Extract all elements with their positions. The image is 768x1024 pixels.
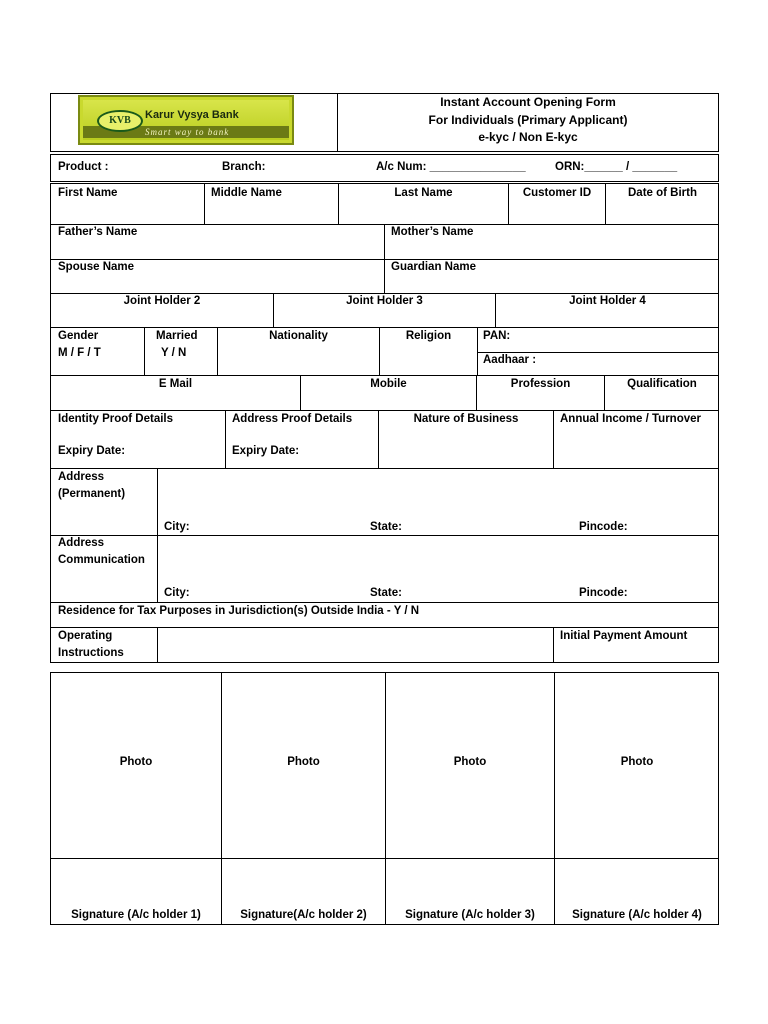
gender-field: Gender: [58, 330, 99, 342]
middle-name-field[interactable]: Middle Name: [211, 187, 282, 199]
photo-1[interactable]: Photo: [119, 756, 153, 768]
row6-bottom: [50, 410, 719, 411]
address-label-col: [157, 468, 158, 603]
nationality-field[interactable]: Nationality: [269, 330, 328, 342]
spouse-name-field[interactable]: Spouse Name: [58, 261, 135, 273]
row8-bottom: [50, 535, 719, 536]
photo-4[interactable]: Photo: [620, 756, 654, 768]
comm-city-field[interactable]: City:: [164, 587, 190, 599]
mother-name-field[interactable]: Mother’s Name: [391, 226, 474, 238]
row7-div1: [225, 410, 226, 469]
pan-aadhaar-divider: [477, 352, 719, 353]
signature-holder-4[interactable]: Signature (A/c holder 4): [572, 909, 702, 921]
logo-badge: KVB: [97, 110, 143, 132]
joint-holder-2-field[interactable]: Joint Holder 2: [123, 295, 201, 307]
email-field[interactable]: E Mail: [158, 378, 193, 390]
row4-bottom: [50, 327, 719, 328]
comm-state-field[interactable]: State:: [370, 587, 402, 599]
row5-bottom: [50, 375, 719, 376]
orn-label: ORN:______ / _______: [555, 161, 678, 173]
aadhaar-field[interactable]: Aadhaar :: [483, 354, 537, 366]
identity-expiry-field[interactable]: Expiry Date:: [58, 445, 126, 457]
address-proof-field[interactable]: Address Proof Details: [232, 413, 353, 425]
photo-col-div1: [221, 672, 222, 925]
perm-pincode-field[interactable]: Pincode:: [579, 521, 628, 533]
photo-2[interactable]: Photo: [287, 756, 320, 768]
mobile-field[interactable]: Mobile: [370, 378, 407, 390]
signature-holder-1[interactable]: Signature (A/c holder 1): [71, 909, 201, 921]
last-name-field[interactable]: Last Name: [394, 187, 453, 199]
row5-div1: [144, 327, 145, 376]
nature-business-field[interactable]: Nature of Business: [413, 413, 519, 425]
profession-field[interactable]: Profession: [510, 378, 571, 390]
operating-instructions-label: Operating: [58, 630, 113, 642]
acnum-label: A/c Num: _______________: [376, 161, 526, 173]
comm-pincode-field[interactable]: Pincode:: [579, 587, 628, 599]
annual-income-field[interactable]: Annual Income / Turnover: [560, 413, 701, 425]
operating-instructions-label2: Instructions: [58, 647, 124, 659]
first-name-field[interactable]: First Name: [58, 187, 118, 199]
product-label: Product :: [58, 161, 109, 173]
form-title-line2: For Individuals (Primary Applicant): [428, 112, 628, 127]
form-title-line1: Instant Account Opening Form: [440, 95, 616, 109]
row7-div3: [553, 410, 554, 469]
logo-tagline: Smart way to bank: [145, 127, 230, 137]
joint-holder-4-field[interactable]: Joint Holder 4: [569, 295, 646, 307]
perm-state-field[interactable]: State:: [370, 521, 402, 533]
customer-id-field[interactable]: Customer ID: [522, 187, 592, 199]
row10-bottom: [50, 627, 719, 628]
gender-options[interactable]: M / F / T: [58, 347, 101, 359]
signature-holder-3[interactable]: Signature (A/c holder 3): [405, 909, 535, 921]
perm-city-field[interactable]: City:: [164, 521, 190, 533]
photo-col-div2: [385, 672, 386, 925]
married-options[interactable]: Y / N: [161, 347, 187, 359]
qualification-field[interactable]: Qualification: [627, 378, 697, 390]
branch-label: Branch:: [222, 161, 266, 173]
row2-3-div: [384, 224, 385, 294]
father-name-field[interactable]: Father’s Name: [58, 226, 138, 238]
bank-logo: [78, 95, 294, 145]
address-permanent-label2: (Permanent): [58, 488, 126, 500]
logo-bank-name: Karur Vysya Bank: [145, 109, 239, 121]
row11-div2: [553, 627, 554, 663]
form-title-line3: e-kyc / Non E-kyc: [478, 130, 578, 144]
dob-field[interactable]: Date of Birth: [628, 187, 697, 199]
form-title: [338, 94, 718, 147]
pan-field[interactable]: PAN:: [483, 330, 511, 342]
address-permanent-label: Address: [58, 471, 105, 483]
photo-col-div3: [554, 672, 555, 925]
residence-tax-field[interactable]: Residence for Tax Purposes in Jurisdiction(s) Outside India - Y / N: [58, 605, 420, 617]
signature-holder-2[interactable]: Signature(A/c holder 2): [240, 909, 367, 921]
row3-bottom: [50, 293, 719, 294]
address-comm-label: Address: [58, 537, 105, 549]
row11-div1: [157, 627, 158, 663]
address-comm-label2: Communication: [58, 554, 145, 566]
address-expiry-field[interactable]: Expiry Date:: [232, 445, 300, 457]
married-field: Married: [156, 330, 198, 342]
initial-payment-field[interactable]: Initial Payment Amount: [560, 630, 688, 642]
joint-holder-3-field[interactable]: Joint Holder 3: [346, 295, 423, 307]
religion-field[interactable]: Religion: [405, 330, 452, 342]
identity-proof-field[interactable]: Identity Proof Details: [58, 413, 174, 425]
row9-bottom: [50, 602, 719, 603]
row7-bottom: [50, 468, 719, 469]
guardian-name-field[interactable]: Guardian Name: [391, 261, 476, 273]
photo-3[interactable]: Photo: [453, 756, 487, 768]
row1-div1: [204, 183, 205, 225]
